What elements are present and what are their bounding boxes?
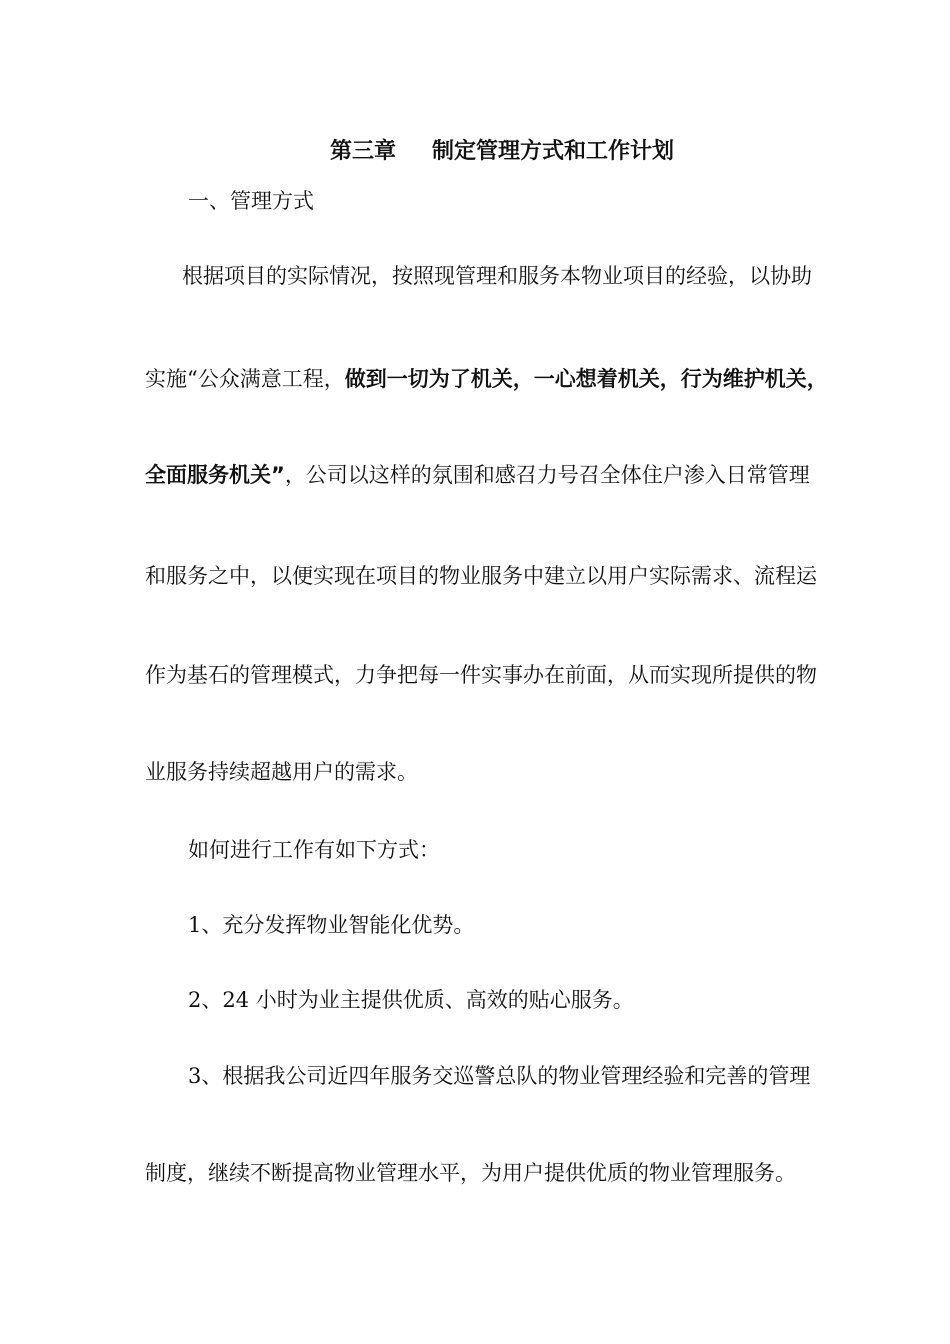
paragraph-line-3-bold: 全面服务机关” <box>145 463 285 487</box>
paragraph-line-6: 业服务持续超越用户的需求。 <box>145 760 418 784</box>
section-heading: 一、管理方式 <box>188 189 314 213</box>
method-item-3-continued: 制度，继续不断提高物业管理水平，为用户提供优质的物业管理服务。 <box>145 1161 796 1185</box>
method-item-3: 3、根据我公司近四年服务交巡警总队的物业管理经验和完善的管理 <box>188 1064 811 1088</box>
methods-intro: 如何进行工作有如下方式： <box>188 838 440 862</box>
method-item-2: 2、24 小时为业主提供优质、高效的贴心服务。 <box>188 988 634 1012</box>
chapter-title <box>330 137 674 167</box>
paragraph-line-3-normal: ，公司以这样的氛围和感召力号召全体住户渗入日常管理 <box>284 463 810 487</box>
chapter-name: 制定管理方式和工作计划 <box>432 139 675 164</box>
paragraph-line-2-bold: 做到一切为了机关，一心想着机关，行为维护机关， <box>344 367 828 391</box>
paragraph-line-3 <box>145 460 810 490</box>
paragraph-line-2 <box>145 364 828 394</box>
paragraph-line-2-normal: 实施“公众满意工程， <box>145 367 345 391</box>
paragraph-line-4: 和服务之中，以便实现在项目的物业服务中建立以用户实际需求、流程运 <box>145 564 817 588</box>
chapter-number: 第三章 <box>330 139 397 164</box>
paragraph-line-1: 根据项目的实际情况，按照现管理和服务本物业项目的经验，以协助 <box>182 264 812 288</box>
method-item-1: 1、充分发挥物业智能化优势。 <box>188 913 475 937</box>
paragraph-line-5: 作为基石的管理模式，力争把每一件实事办在前面，从而实现所提供的物 <box>145 663 817 687</box>
